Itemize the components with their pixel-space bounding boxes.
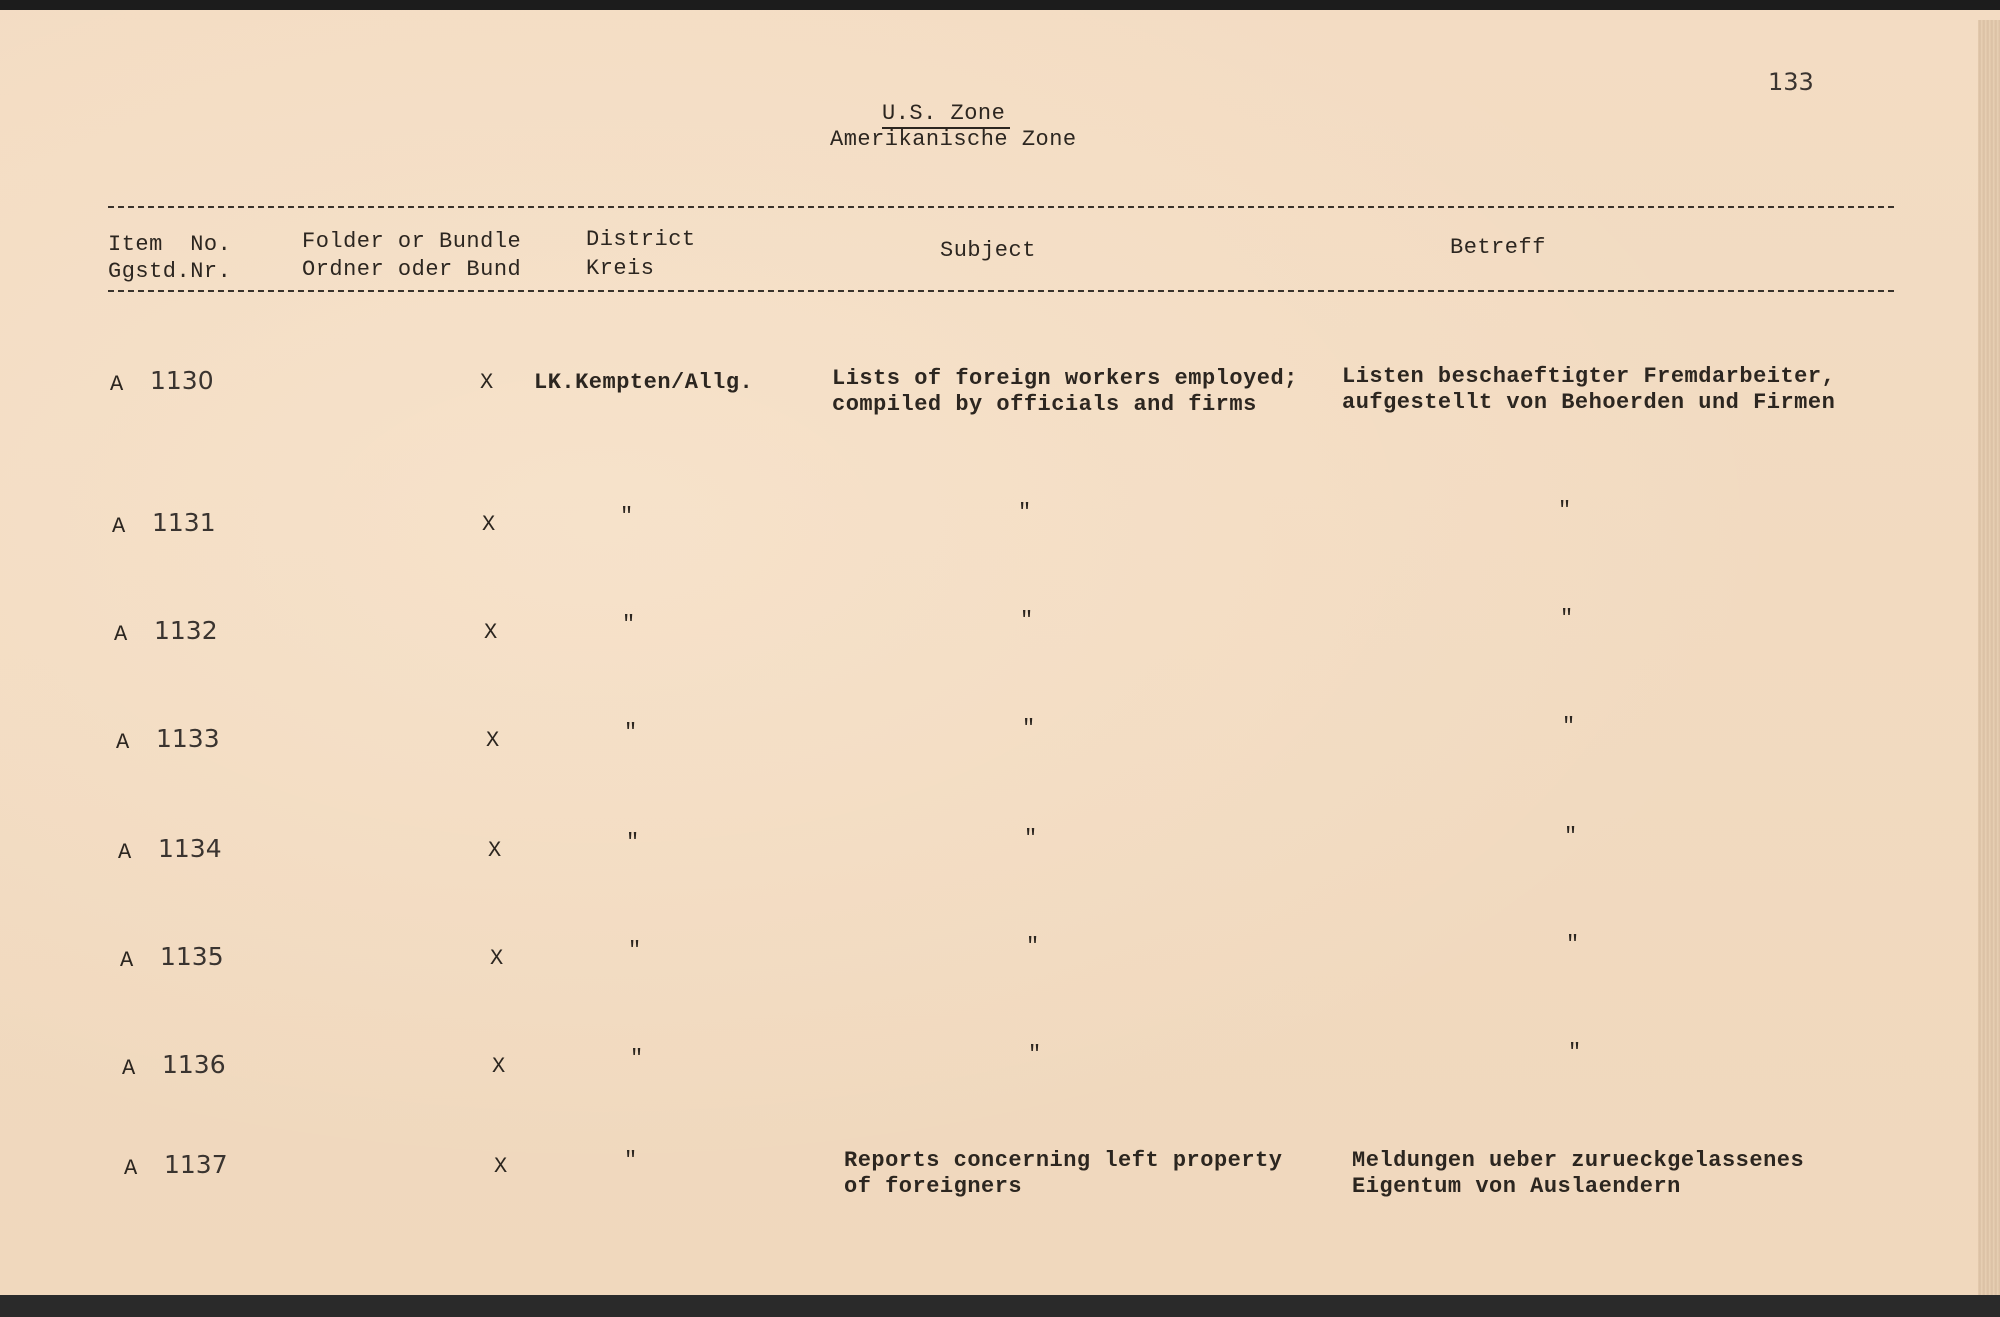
paper-sheet — [0, 10, 2000, 1295]
subject-ditto: " — [1024, 826, 1038, 851]
betreff-ditto: " — [1562, 714, 1576, 739]
district-ditto: " — [624, 720, 638, 745]
district-ditto: " — [622, 612, 636, 637]
district-name: LK.Kempten/Allg. — [534, 370, 754, 395]
page-number: 133 — [1768, 68, 1814, 96]
betreff-line-1: Meldungen ueber zurueckgelassenes — [1352, 1148, 1805, 1173]
betreff-ditto: " — [1568, 1040, 1582, 1065]
item-number: 1134 — [158, 834, 222, 863]
item-number: 1131 — [152, 508, 216, 537]
item-prefix: A — [124, 1156, 138, 1181]
subject-line-1: Lists of foreign workers employed; — [832, 366, 1298, 391]
betreff-ditto: " — [1564, 824, 1578, 849]
header-top-rule — [108, 206, 1894, 208]
zone-title: U.S. Zone — [882, 101, 1006, 126]
col-district-de: Kreis — [586, 256, 655, 281]
col-item-de: Ggstd.Nr. — [108, 259, 232, 284]
item-prefix: A — [118, 840, 132, 865]
folder-mark: X — [480, 370, 494, 395]
subject-ditto: " — [1028, 1042, 1042, 1067]
folder-mark: X — [490, 946, 504, 971]
item-number: 1132 — [154, 616, 218, 645]
subject-ditto: " — [1022, 716, 1036, 741]
folder-mark: X — [484, 620, 498, 645]
item-number: 1130 — [150, 366, 214, 395]
item-prefix: A — [116, 730, 130, 755]
col-folder-de: Ordner oder Bund — [302, 257, 522, 282]
betreff-line-1: Listen beschaeftigter Fremdarbeiter, — [1342, 364, 1836, 389]
col-folder-en: Folder or Bundle — [302, 229, 522, 254]
header-bottom-rule — [108, 290, 1894, 292]
district-ditto: " — [626, 830, 640, 855]
district-ditto: " — [630, 1046, 644, 1071]
betreff-line-2: aufgestellt von Behoerden und Firmen — [1342, 390, 1836, 415]
item-prefix: A — [120, 948, 134, 973]
folder-mark: X — [488, 838, 502, 863]
betreff-ditto: " — [1558, 498, 1572, 523]
district-ditto: " — [628, 938, 642, 963]
betreff-ditto: " — [1566, 932, 1580, 957]
item-prefix: A — [110, 372, 124, 397]
district-ditto: " — [620, 504, 634, 529]
col-betreff: Betreff — [1450, 235, 1546, 260]
item-number: 1136 — [162, 1050, 226, 1079]
subject-ditto: " — [1026, 934, 1040, 959]
folder-mark: X — [492, 1054, 506, 1079]
betreff-ditto: " — [1560, 606, 1574, 631]
district-ditto: " — [624, 1148, 638, 1173]
folder-mark: X — [494, 1154, 508, 1179]
subject-line-1: Reports concerning left property — [844, 1148, 1283, 1173]
subject-line-2: of foreigners — [844, 1174, 1023, 1199]
item-number: 1137 — [164, 1150, 228, 1179]
scan-border — [0, 1295, 2000, 1317]
item-number: 1133 — [156, 724, 220, 753]
item-prefix: A — [112, 514, 126, 539]
subject-line-2: compiled by officials and firms — [832, 392, 1257, 417]
zone-subtitle: Amerikanische Zone — [830, 127, 1077, 152]
page-stack-edge — [1978, 20, 2000, 1305]
folder-mark: X — [482, 512, 496, 537]
betreff-line-2: Eigentum von Auslaendern — [1352, 1174, 1681, 1199]
item-number: 1135 — [160, 942, 224, 971]
col-district-en: District — [586, 227, 696, 252]
subject-ditto: " — [1018, 500, 1032, 525]
item-prefix: A — [114, 622, 128, 647]
subject-ditto: " — [1020, 608, 1034, 633]
col-subject: Subject — [940, 238, 1036, 263]
item-prefix: A — [122, 1056, 136, 1081]
folder-mark: X — [486, 728, 500, 753]
col-item-en: Item No. — [108, 232, 232, 257]
